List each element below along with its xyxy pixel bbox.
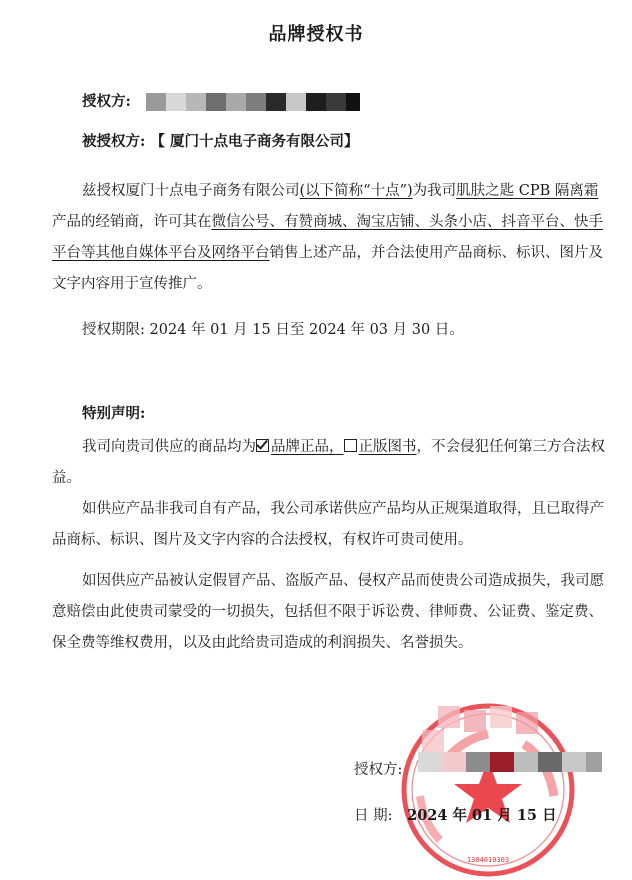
statement-text-2: ，不会侵犯任何第三方合法权益。 [52,439,605,486]
option-genuine-books: 正版图书 [358,439,417,455]
product-name: 肌肤之匙 CPB 隔离霜 [456,183,599,199]
checkbox-empty-icon [344,439,357,452]
statement-paragraph-2: 如供应产品非我司自有产品，我公司承诺供应产品均从正规渠道取得，且已取得产品商标、标识、图片及文字内容的合法授权，有权许可贵司使用。 [52,501,604,548]
date-label: 日 期: [354,808,393,824]
checkbox-checked-icon [256,439,269,452]
company-seal-icon [398,700,578,880]
auth-text-1: 兹授权厦门十点电子商务有限公司 [82,183,300,199]
seal-code: 1304010303 [466,856,510,864]
product-type-options [256,439,417,455]
statement-paragraph-3: 如因供应产品被认定假冒产品、盗版产品、侵权产品而使贵公司造成损失，我司愿意赔偿由此使贵司蒙受的一切损失，包括但不限于诉讼费、律师费、公证费、鉴定费、保全费等维权费用，以及由此给贵司造成的利润损失、名誉损失。 [52,573,604,651]
grantor-label: 授权方: [82,93,131,110]
grantor-name-redacted [146,93,360,111]
grantee-name: 【 厦门十点电子商务有限公司】 [150,133,359,150]
signature-grantor-label: 授权方: [354,762,403,778]
auth-text-2: 为我司 [412,183,457,199]
grantor-row [82,90,360,111]
authorization-paragraph [52,176,612,300]
special-statement-heading: 特别声明: [82,405,146,422]
signature-grantor-redacted [418,752,602,772]
option-genuine-brand: 品牌正品 [271,439,329,455]
signature-date-row [354,804,557,825]
authorization-period: 授权期限: 2024 年 01 月 15 日至 2024 年 03 月 30 日。 [82,322,464,338]
option-separator: ， [329,439,344,455]
statement-text-1: 我司向贵司供应的商品均为 [82,439,256,455]
date-value: 2024 年 01 月 15 日 [407,807,557,824]
grantee-label: 被授权方: [82,133,146,150]
auth-text-4: 销售上述产品，并合法使用产品商标、标识、图片及文字内容用于宣传推广。 [52,245,603,292]
auth-abbrev: (以下简称“十点”) [299,183,413,199]
statement-paragraph-1 [52,432,612,494]
grantee-row [82,130,358,151]
auth-text-3: 产品的经销商，许可其在 [52,214,212,230]
document-title: 品牌授权书 [268,24,364,45]
sales-platforms: 微信公号、有赞商城、淘宝店铺、头条小店、抖音平台、快手平台等其他自媒体平台及网络平台 [52,214,603,261]
